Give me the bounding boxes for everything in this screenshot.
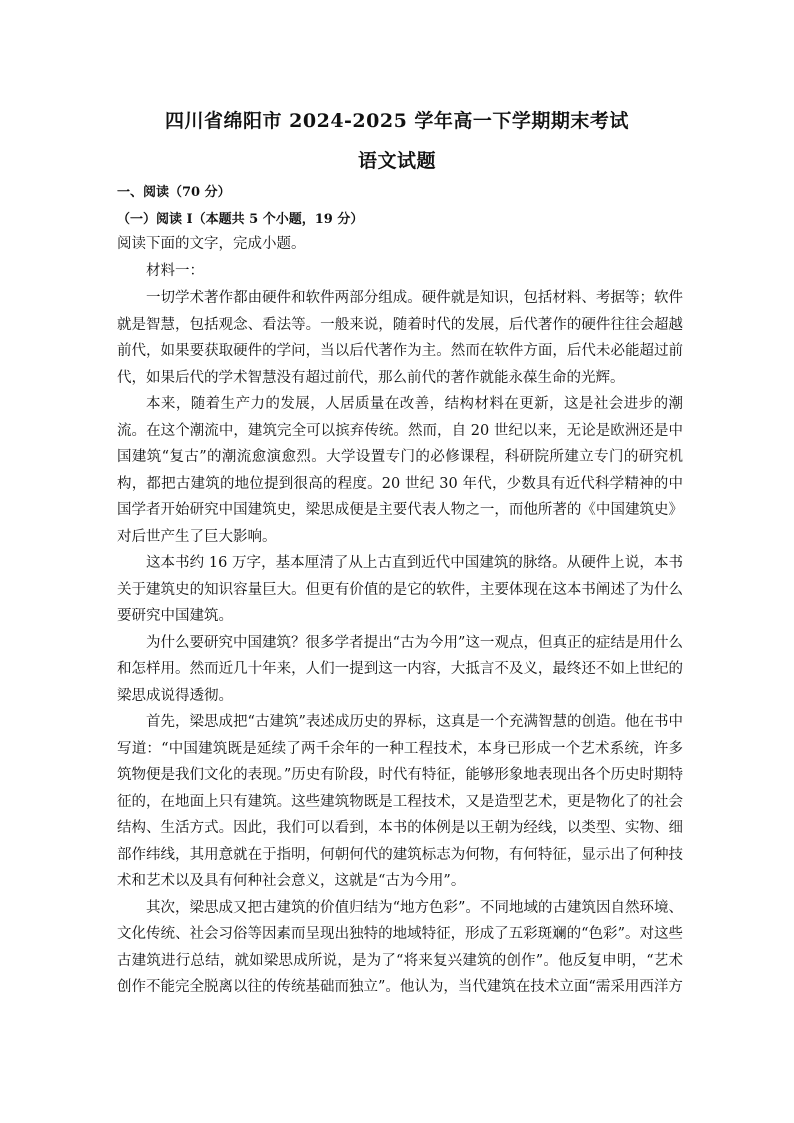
passage-paragraph-2: 本来，随着生产力的发展，人居质量在改善，结构材料在更新，这是社会进步的潮流。在这个潮流中，建筑完全可以摈弃传统。然而，自 20 世纪以来，无论是欧洲还是中国建筑“复古”的潮流愈演愈烈。大学设置专门的必修课程，科研院所建立专门的研究机构，都把古建筑的地位提到很高的程度。20 世纪 30 年代，少数具有近代科学精神的中国学者开始研究中国建筑史，梁思成便是主要代表人物之一，而他所著的《中国建筑史》对后世产生了巨大影响。	[117, 396, 683, 545]
section-heading: 一、阅读（70 分）	[117, 185, 231, 200]
passage-paragraph-6: 其次，梁思成又把古建筑的价值归结为“地方色彩”。不同地域的古建筑因自然环境、文化传统、社会习俗等因素而呈现出独特的地域特征，形成了五彩斑斓的“色彩”。对这些古建筑进行总结，就如梁思成所说，是为了“将来复兴建筑的创作”。他反复申明，“艺术创作不能完全脱离以往的传统基础而独立”。他认为，当代建筑在技术立面“需采用西洋方	[117, 899, 683, 995]
exam-title: 四川省绵阳市 2024-2025 学年高一下学期期末考试	[165, 110, 629, 132]
subsection-heading: （一）阅读 I（本题共 5 个小题，19 分）	[117, 212, 364, 227]
passage-paragraph-3: 这本书约 16 万字，基本厘清了从上古直到近代中国建筑的脉络。从硬件上说，本书关于建筑史的知识容量巨大。但更有价值的是它的软件，主要体现在这本书阐述了为什么要研究中国建筑。	[117, 555, 683, 624]
passage-paragraph-1: 一切学术著作都由硬件和软件两部分组成。硬件就是知识，包括材料、考据等；软件就是智慧，包括观念、看法等。一般来说，随着时代的发展，后代著作的硬件往往会超越前代，如果要获取硬件的学问，当以后代著作为主。然而在软件方面，后代未必能超过前代，如果后代的学术智慧没有超过前代，那么前代的著作就能永葆生命的光辉。	[117, 290, 683, 386]
material-label: 材料一：	[146, 263, 204, 279]
passage-body	[117, 285, 683, 1001]
exam-subtitle: 语文试题	[357, 150, 436, 172]
passage-paragraph-5: 首先，梁思成把“古建筑”表述成历史的界标，这真是一个充满智慧的创造。他在书中写道：“中国建筑既是延续了两千余年的一种工程技术，本身已形成一个艺术系统，许多筑物便是我们文化的表现。”历史有阶段，时代有特征，能够形象地表现出各个历史时期特征的，在地面上只有建筑。这些建筑物既是工程技术，又是造型艺术，更是物化了的社会结构、生活方式。因此，我们可以看到，本书的体例是以王朝为经线，以类型、实物、细部作纬线，其用意就在于指明，何朝何代的建筑标志为何物，有何特征，显示出了何种技术和艺术以及具有何种社会意义，这就是“古为今用”。	[117, 714, 683, 889]
reading-instruction: 阅读下面的文字，完成小题。	[117, 236, 306, 252]
passage-paragraph-4: 为什么要研究中国建筑？很多学者提出“古为今用”这一观点，但真正的症结是用什么和怎样用。然而近几十年来，人们一提到这一内容，大抵言不及义，最终还不如上世纪的梁思成说得透彻。	[117, 634, 683, 704]
